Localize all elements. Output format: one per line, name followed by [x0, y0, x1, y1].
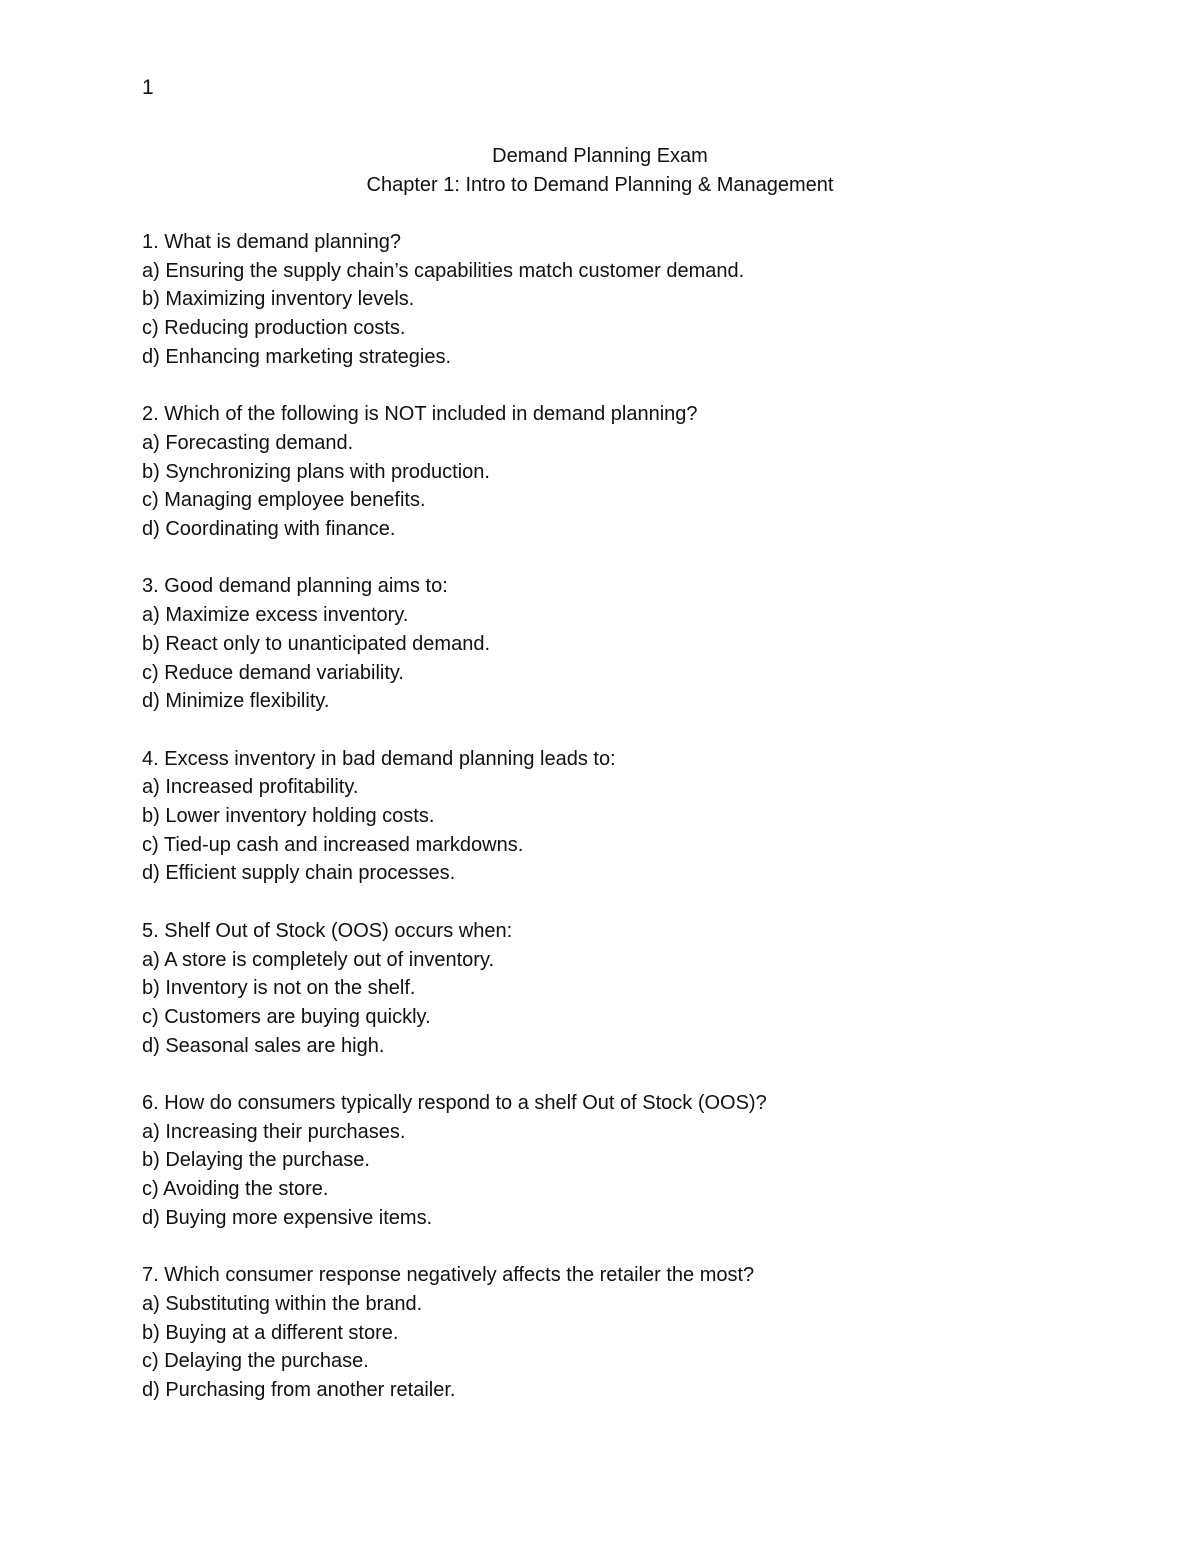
page-number: 1: [142, 76, 154, 99]
answer-option-b: b) Maximizing inventory levels.: [142, 288, 415, 311]
answer-option-c: c) Managing employee benefits.: [142, 489, 426, 512]
answer-option-c: c) Avoiding the store.: [142, 1178, 329, 1201]
question-4: [142, 745, 1102, 889]
answer-option-c: c) Reduce demand variability.: [142, 661, 404, 684]
question-3: [142, 572, 1102, 716]
question-6: [142, 1089, 1102, 1233]
answer-option-b: b) Delaying the purchase.: [142, 1149, 370, 1172]
question-prompt: 4. Excess inventory in bad demand planning leads to:: [142, 747, 616, 770]
answer-option-d: d) Efficient supply chain processes.: [142, 862, 456, 885]
answer-option-d: d) Coordinating with finance.: [142, 518, 396, 541]
question-prompt: 6. How do consumers typically respond to a shelf Out of Stock (OOS)?: [142, 1092, 767, 1115]
question-prompt: 1. What is demand planning?: [142, 231, 402, 253]
answer-option-a: a) Substituting within the brand.: [142, 1292, 423, 1315]
answer-option-b: b) Synchronizing plans with production.: [142, 460, 490, 483]
title-block: [0, 142, 1200, 200]
chapter-subtitle: Chapter 1: Intro to Demand Planning & Management: [366, 174, 834, 196]
question-prompt: 3. Good demand planning aims to:: [142, 575, 448, 598]
answer-option-a: a) Ensuring the supply chain’s capabilities match customer demand.: [142, 259, 745, 282]
answer-option-a: a) Forecasting demand.: [142, 431, 354, 454]
answer-option-a: a) Increasing their purchases.: [142, 1120, 406, 1143]
question-2: [142, 400, 1102, 544]
answer-option-a: a) Increased profitability.: [142, 776, 359, 799]
question-list: [142, 228, 1102, 1433]
question-1: [142, 228, 1102, 372]
question-prompt: 5. Shelf Out of Stock (OOS) occurs when:: [142, 919, 513, 942]
answer-option-b: b) React only to unanticipated demand.: [142, 632, 490, 655]
page-title: Demand Planning Exam: [492, 145, 708, 167]
answer-option-a: a) Maximize excess inventory.: [142, 604, 409, 627]
answer-option-b: b) Buying at a different store.: [142, 1321, 399, 1344]
answer-option-d: d) Seasonal sales are high.: [142, 1034, 385, 1057]
question-5: [142, 917, 1102, 1061]
answer-option-c: c) Delaying the purchase.: [142, 1350, 369, 1373]
answer-option-a: a) A store is completely out of inventory.: [142, 948, 495, 971]
answer-option-b: b) Lower inventory holding costs.: [142, 805, 435, 828]
answer-option-d: d) Minimize flexibility.: [142, 690, 330, 713]
answer-option-d: d) Buying more expensive items.: [142, 1206, 433, 1229]
question-prompt: 2. Which of the following is NOT included in demand planning?: [142, 403, 698, 426]
answer-option-c: c) Tied-up cash and increased markdowns.: [142, 833, 524, 856]
answer-option-d: d) Purchasing from another retailer.: [142, 1379, 456, 1402]
answer-option-b: b) Inventory is not on the shelf.: [142, 977, 416, 1000]
answer-option-c: c) Customers are buying quickly.: [142, 1005, 431, 1028]
question-prompt: 7. Which consumer response negatively affects the retailer the most?: [142, 1264, 755, 1287]
question-7: [142, 1261, 1102, 1405]
answer-option-d: d) Enhancing marketing strategies.: [142, 345, 452, 368]
answer-option-c: c) Reducing production costs.: [142, 317, 406, 340]
